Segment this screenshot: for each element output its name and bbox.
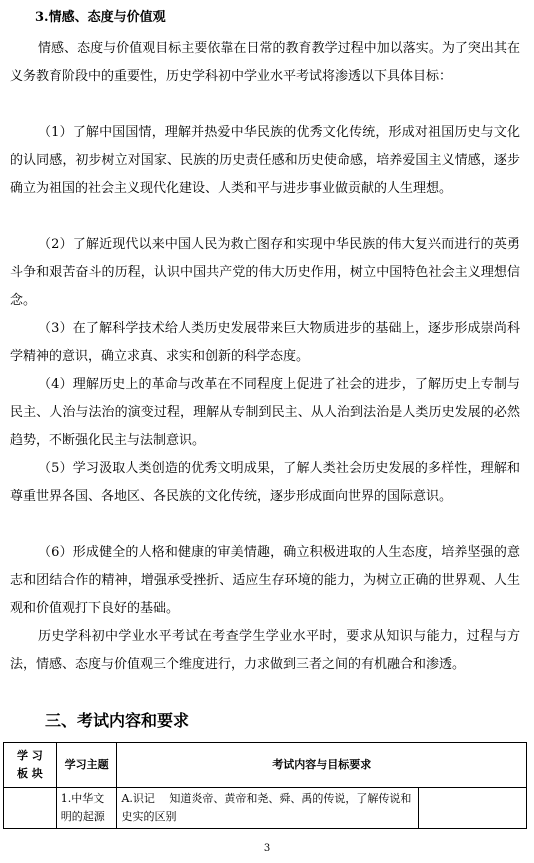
table-row — [4, 788, 527, 829]
goal-paragraph-5: （5）学习汲取人类创造的优秀文明成果，了解人类社会历史发展的多样性，理解和尊重世界各国、各地区、各民族的文化传统，逐步形成面向世界的国际意识。 — [10, 461, 520, 504]
summary-paragraph: 历史学科初中学业水平考试在考查学生学业水平时，要求从知识与能力，过程与方法，情感、态度与价值观三个维度进行，力求做到三者之间的有机融合和渗透。 — [10, 629, 520, 672]
row-cell-topic: 1.中华文明的起源 — [56, 788, 117, 829]
intro-paragraph: 情感、态度与价值观目标主要依靠在日常的教育教学过程中加以落实。为了突出其在义务教育阶段中的重要性，历史学科初中学业水平考试将渗透以下具体目标： — [10, 41, 520, 84]
page-number: 3 — [263, 843, 271, 854]
header-cell-requirements: 考试内容与目标要求 — [117, 743, 527, 788]
header-cell-module: 学 习 板 块 — [4, 743, 57, 788]
goal-paragraph-6: （6）形成健全的人格和健康的审美情趣，确立积极进取的人生态度，培养坚强的意志和团结合作的精神，增强承受挫折、适应生存环境的能力，为树立正确的世界观、人生观和价值观打下良好的基础。 — [10, 545, 520, 616]
table-header-row — [4, 743, 527, 788]
goal-paragraph-4: （4）理解历史上的革命与改革在不同程度上促进了社会的进步，了解历史上专制与民主、人治与法治的演变过程，理解从专制到民主、从人治到法治是人类历史发展的必然趋势，不断强化民主与法制意识。 — [10, 377, 520, 448]
goal-paragraph-3: （3）在了解科学技术给人类历史发展带来巨大物质进步的基础上，逐步形成崇尚科学精神的意识，确立求真、求实和创新的科学态度。 — [10, 321, 520, 364]
goal-paragraph-2: （2）了解近现代以来中国人民为救亡图存和实现中华民族的伟大复兴而进行的英勇斗争和艰苦奋斗的历程，认识中国共产党的伟大历史作用，树立中国特色社会主义理想信念。 — [10, 237, 520, 308]
row-cell-module — [4, 788, 57, 829]
goal-paragraph-1: （1）了解中国国情，理解并热爱中华民族的优秀文化传统，形成对祖国历史与文化的认同感，初步树立对国家、民族的历史责任感和历史使命感，培养爱国主义情感，逐步确立为祖国的社会主义现代化建设、人类和平与进步事业做贡献的人生理想。 — [10, 125, 520, 196]
row-cell-requirement: A.识记 知道炎帝、黄帝和尧、舜、禹的传说，了解传说和史实的区别 — [117, 788, 418, 829]
exam-content-table — [3, 742, 527, 829]
chapter-heading: 三、考试内容和要求 — [45, 711, 190, 730]
section-heading: 3.情感、态度与价值观 — [35, 10, 166, 25]
row-cell-empty — [418, 788, 526, 829]
header-cell-topic: 学习主题 — [56, 743, 117, 788]
